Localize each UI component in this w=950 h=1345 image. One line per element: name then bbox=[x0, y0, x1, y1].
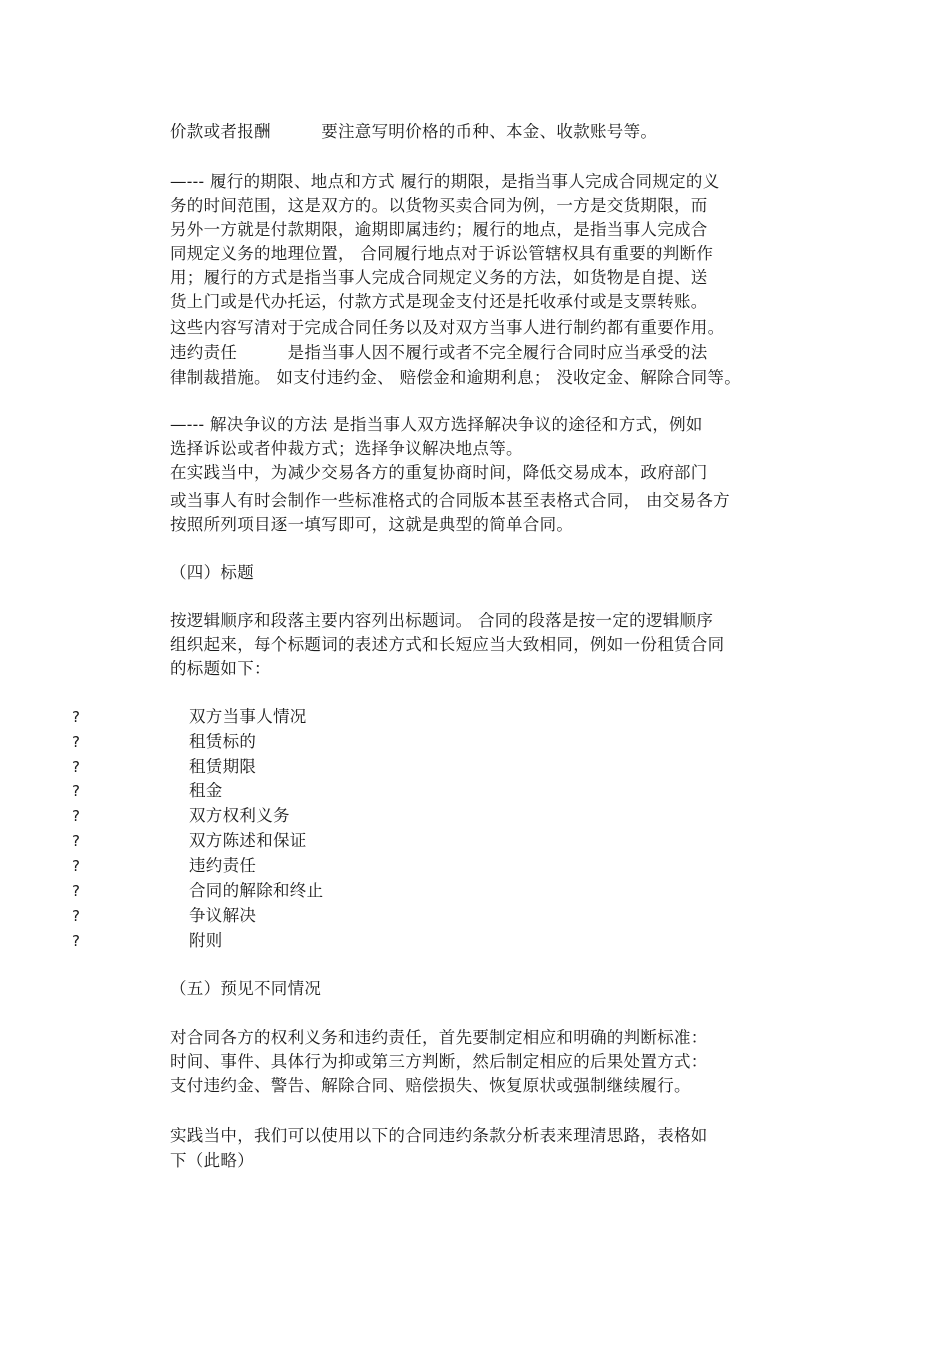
list-item: 租赁标的 bbox=[189, 732, 257, 751]
text-line: 另外一方就是付款期限，逾期即属违约；履行的地点，是指当事人完成合 bbox=[170, 220, 708, 239]
section-heading-5: （五）预见不同情况 bbox=[170, 979, 322, 998]
list-item: 争议解决 bbox=[189, 906, 257, 925]
bullet-marker: ? bbox=[72, 733, 80, 751]
text-line: —--- 履行的期限、地点和方式 履行的期限，是指当事人完成合同规定的义 bbox=[170, 172, 720, 191]
text-line: 务的时间范围，这是双方的。以货物买卖合同为例，一方是交货期限，而 bbox=[170, 196, 708, 215]
text-line: 的标题如下： bbox=[170, 659, 271, 678]
text-line: 违约责任 是指当事人因不履行或者不完全履行合同时应当承受的法 bbox=[170, 343, 708, 362]
price-line: 价款或者报酬 要注意写明价格的币种、本金、收款账号等。 bbox=[170, 122, 658, 141]
text-line: 这些内容写清对于完成合同任务以及对双方当事人进行制约都有重要作用。 bbox=[170, 318, 725, 337]
list-item: 租金 bbox=[189, 781, 223, 800]
text-line: 下（此略） bbox=[170, 1151, 254, 1170]
text-line: 对合同各方的权利义务和违约责任，首先要制定相应和明确的判断标准： bbox=[170, 1028, 708, 1047]
section-heading-4: （四）标题 bbox=[170, 563, 254, 582]
text-line: 按逻辑顺序和段落主要内容列出标题词。 合同的段落是按一定的逻辑顺序 bbox=[170, 611, 714, 630]
text-line: 支付违约金、警告、解除合同、赔偿损失、恢复原状或强制继续履行。 bbox=[170, 1076, 691, 1095]
bullet-marker: ? bbox=[72, 758, 80, 776]
text-line: —--- 解决争议的方法 是指当事人双方选择解决争议的途径和方式，例如 bbox=[170, 415, 703, 434]
text-line: 货上门或是代办托运，付款方式是现金支付还是托收承付或是支票转账。 bbox=[170, 292, 708, 311]
bullet-marker: ? bbox=[72, 807, 80, 825]
bullet-marker: ? bbox=[72, 857, 80, 875]
list-item: 违约责任 bbox=[189, 856, 257, 875]
bullet-marker: ? bbox=[72, 932, 80, 950]
text-line: 同规定义务的地理位置， 合同履行地点对于诉讼管辖权具有重要的判断作 bbox=[170, 244, 714, 263]
text-line: 律制裁措施。 如支付违约金、 赔偿金和逾期利息； 没收定金、解除合同等。 bbox=[170, 368, 742, 387]
list-item: 双方权利义务 bbox=[189, 806, 290, 825]
text-line: 实践当中，我们可以使用以下的合同违约条款分析表来理清思路，表格如 bbox=[170, 1126, 708, 1145]
list-item: 合同的解除和终止 bbox=[189, 881, 324, 900]
list-item: 双方当事人情况 bbox=[189, 707, 307, 726]
text-line: 或当事人有时会制作一些标准格式的合同版本甚至表格式合同， 由交易各方 bbox=[170, 491, 730, 510]
list-item: 附则 bbox=[189, 931, 223, 950]
text-line: 用；履行的方式是指当事人完成合同规定义务的方法，如货物是自提、送 bbox=[170, 268, 708, 287]
bullet-marker: ? bbox=[72, 782, 80, 800]
list-item: 租赁期限 bbox=[189, 757, 257, 776]
text-line: 选择诉讼或者仲裁方式；选择争议解决地点等。 bbox=[170, 439, 523, 458]
list-item: 双方陈述和保证 bbox=[189, 831, 307, 850]
text-line: 在实践当中，为减少交易各方的重复协商时间，降低交易成本，政府部门 bbox=[170, 463, 708, 482]
text-line: 组织起来，每个标题词的表述方式和长短应当大致相同，例如一份租赁合同 bbox=[170, 635, 725, 654]
text-line: 按照所列项目逐一填写即可，这就是典型的简单合同。 bbox=[170, 515, 574, 534]
bullet-marker: ? bbox=[72, 832, 80, 850]
bullet-marker: ? bbox=[72, 708, 80, 726]
bullet-marker: ? bbox=[72, 882, 80, 900]
text-line: 时间、事件、具体行为抑或第三方判断，然后制定相应的后果处置方式： bbox=[170, 1052, 708, 1071]
bullet-marker: ? bbox=[72, 907, 80, 925]
